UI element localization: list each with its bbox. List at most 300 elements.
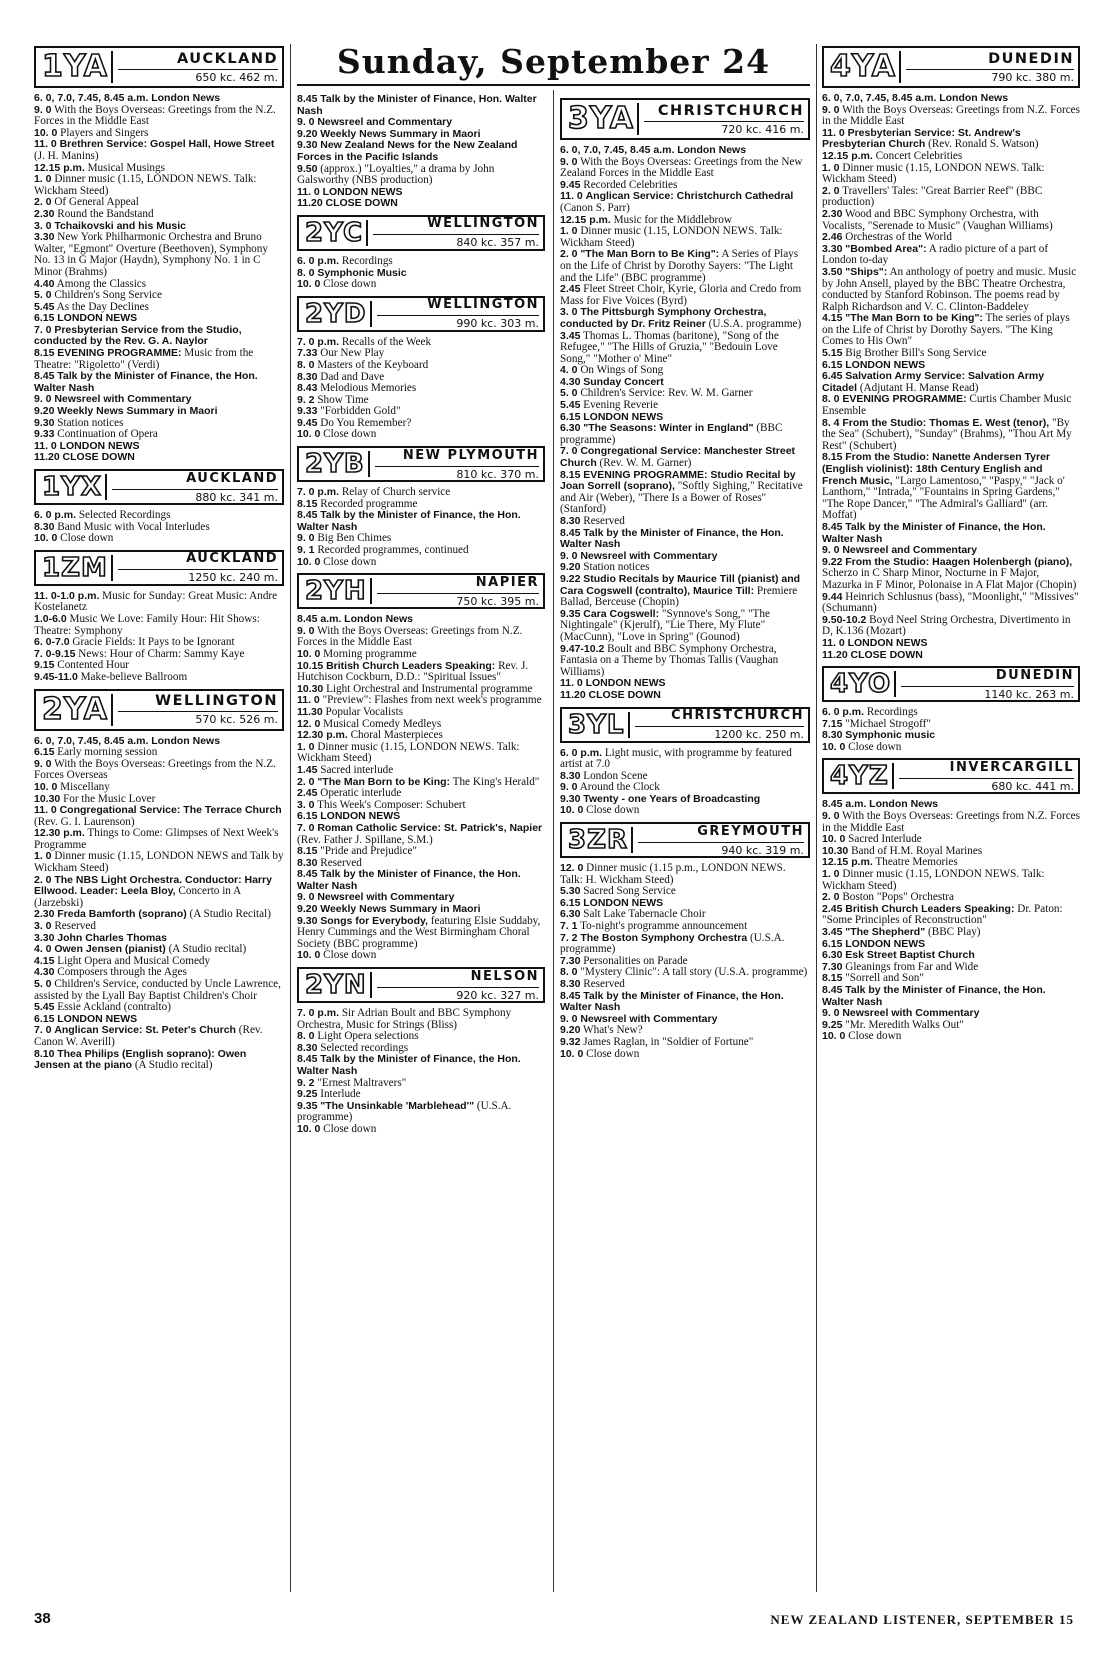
programme-time: 3. 0	[34, 920, 52, 933]
programme-details: Selected recordings	[320, 1041, 409, 1054]
programme-time: 6. 0, 7.0, 7.45, 8.45 a.m.	[34, 92, 149, 104]
programme-time: 9.50-10.2	[822, 613, 867, 626]
programme-details: Around the Clock	[579, 781, 660, 794]
station-info	[897, 760, 1078, 792]
programme-item	[34, 828, 284, 851]
programme-details: Recordings	[866, 706, 918, 719]
programme-title: The Boston Symphony Orchestra	[580, 931, 748, 944]
programme-title: Symphonic music	[845, 729, 936, 742]
programme-title: Songs for Everybody,	[320, 914, 428, 927]
programme-time: 5.15	[822, 347, 843, 360]
station-logo	[39, 552, 113, 583]
programme-item	[34, 174, 284, 197]
programme-details: (U.S.A. programme)	[705, 317, 802, 330]
programme-time: 7.30	[822, 960, 843, 973]
programme-time: 6.15	[34, 1012, 55, 1025]
programme-item	[297, 1008, 545, 1031]
programme-time: 9.50	[297, 162, 318, 175]
station-logo	[39, 51, 113, 83]
programme-item	[297, 510, 545, 533]
programme-title: Weekly News Summary in Maori	[320, 127, 481, 140]
programme-item	[560, 528, 810, 551]
station-logo	[827, 669, 896, 700]
spacer	[560, 817, 810, 820]
station-call-sign: 1ZM	[42, 552, 108, 583]
programme-item	[822, 615, 1080, 638]
programme-title: LONDON NEWS	[59, 439, 140, 452]
programme-details: James Raglan, in "Soldier of Fortune"	[583, 1035, 754, 1048]
programme-details: Early morning session	[57, 746, 158, 759]
programme-details: A radio picture of a part of London to-day	[822, 242, 1049, 267]
programme-time: 12.15 p.m.	[34, 161, 85, 174]
programme-details: Close down	[323, 428, 377, 441]
station-logo	[565, 709, 630, 740]
programme-time: 7. 0 p.m.	[297, 1007, 340, 1020]
programme-title: Esk Street Baptist Church	[845, 949, 975, 962]
station-info	[371, 217, 543, 249]
programme-time: 2.30	[822, 207, 843, 220]
programme-time: 8.45	[297, 1053, 318, 1066]
programme-time: 4.30	[34, 966, 55, 979]
station-info	[375, 575, 543, 607]
programme-title: "The Man Born to Be King":	[580, 248, 720, 261]
programme-details: Curtis Chamber Music Ensemble	[822, 393, 1072, 418]
programme-details: Station notices	[57, 416, 124, 429]
programme-title: Talk by the Minister of Finance, the Hon. Walter Nash	[822, 983, 1046, 1008]
station-city: NEW PLYMOUTH	[402, 447, 539, 463]
programme-title: CLOSE DOWN	[588, 688, 661, 701]
programme-details: "Softly Sighing," Recitative and Air (Weber), "There Is a Bower of Roses" (Stanford)	[560, 480, 803, 516]
programme-details: "Largo Lamentoso," "Paspy," "Jack o' Lanthorn," "Intrada," "Fountains in Spring Gardens," "The Rope Dancer," "The Admiral's Galliard" (arr. Moffat)	[822, 474, 1065, 522]
station-call-sign: 4YO	[830, 669, 892, 700]
column-4	[822, 44, 1080, 1046]
programme-title: Newsreel with Commentary	[580, 549, 718, 562]
programme-time: 8.30	[297, 856, 318, 869]
programme-item	[297, 869, 545, 892]
programme-title: Salvation Army Service: Salvation Army Citadel	[822, 370, 1045, 394]
station-header	[297, 446, 545, 482]
programme-details: (J. H. Manins)	[34, 149, 99, 162]
programme-time: 11. 0	[560, 190, 583, 203]
programme-title: Newsreel with Commentary	[54, 393, 192, 406]
station-frequency: 940 kc. 319 m.	[638, 842, 804, 857]
programme-details: Fleet Street Choir, Kyrie, Gloria and Credo from Mass for Five Voices (Byrd)	[560, 283, 802, 307]
programme-details: Composers through the Ages	[57, 966, 187, 979]
programme-details: Dad and Dave	[320, 370, 385, 383]
programme-time: 7. 0	[34, 323, 52, 336]
programme-time: 10. 0	[297, 555, 321, 568]
programme-item	[822, 452, 1080, 522]
programme-time: 8.30	[297, 1041, 318, 1054]
station-call-sign: 2YB	[305, 449, 365, 480]
station-frequency: 990 kc. 303 m.	[377, 315, 540, 330]
programme-time: 9. 0	[560, 781, 578, 794]
programme-item	[34, 325, 284, 348]
programme-details: Miscellany	[60, 780, 110, 793]
station-info	[373, 448, 543, 480]
station-call-sign: 3YL	[568, 709, 625, 740]
programme-time: 5.45	[34, 1001, 55, 1014]
programme-item	[34, 979, 284, 1002]
programme-item	[34, 851, 284, 874]
programme-time: 8.45 a.m.	[297, 613, 342, 626]
programme-time: 9. 0	[34, 393, 52, 406]
page-number: 38	[34, 1610, 51, 1627]
programme-item	[822, 267, 1080, 313]
programme-time: 5. 0	[34, 289, 52, 302]
programme-item	[822, 811, 1080, 834]
programme-details: Heinrich Schlusnus (bass), "Moonlight," "Missives" (Schumann)	[822, 590, 1079, 615]
programme-item	[822, 904, 1080, 927]
programme-title: John Charles Thomas	[57, 931, 167, 944]
programme-time: 10. 0	[34, 780, 58, 793]
programme-details: London Scene	[583, 769, 648, 782]
programme-details: Big Ben Chimes	[317, 532, 392, 545]
programme-item	[560, 991, 810, 1014]
programme-time: 3.30	[34, 931, 55, 944]
station-logo	[827, 51, 901, 83]
programme-details: Choral Masterpieces	[350, 729, 443, 742]
programme-details: (Canon S. Parr)	[560, 201, 630, 214]
programme-title: "The Man Born to be King:	[317, 775, 451, 788]
programme-details: Dinner music (1.15, LONDON NEWS and Talk by Wickham Steed)	[34, 850, 284, 875]
programme-time: 6.15	[822, 358, 843, 371]
programme-time: 3.30	[34, 231, 55, 244]
programme-item	[822, 650, 1080, 662]
spacer	[34, 684, 284, 687]
programme-time: 6. 0 p.m.	[560, 746, 603, 759]
programme-details: Thomas L. Thomas (baritone), "Song of the Refugee," "The Hills of Gruzia," "Bedouin Love Song," "Mother o' Mine"	[560, 329, 779, 365]
programme-time: 2.30	[34, 207, 55, 220]
programme-time: 7. 0 p.m.	[297, 335, 340, 348]
programme-time: 9.30	[34, 416, 55, 429]
programme-details: Salt Lake Tabernacle Choir	[583, 908, 706, 921]
programme-details: With the Boys Overseas: Greetings from the N.Z. Forces in the Middle East	[34, 103, 276, 128]
programme-title: Brethren Service: Gospel Hall, Howe Street	[59, 138, 275, 151]
programme-details: Contented Hour	[57, 659, 130, 672]
programme-title: LONDON NEWS	[322, 185, 403, 198]
programme-details: Boston "Pops" Orchestra	[842, 891, 954, 904]
programme-title: Newsreel and Commentary	[842, 544, 978, 557]
programme-details: Musical Comedy Medleys	[323, 717, 442, 730]
programme-time: 8. 0	[297, 1030, 315, 1043]
programme-item	[822, 742, 1080, 754]
programme-title: Symphonic Music	[317, 266, 407, 279]
programme-time: 8.30	[34, 520, 55, 533]
programme-details: "Mystery Clinic": A tall story (U.S.A. programme)	[580, 966, 808, 979]
programme-time: 8.15	[822, 972, 843, 985]
programme-time: 9.44	[822, 590, 843, 603]
programme-time: 9. 0	[297, 624, 315, 637]
programme-title: Sunday Concert	[583, 375, 664, 388]
column-divider	[816, 44, 817, 1592]
programme-details: Light music, with programme by featured artist at 7.0	[560, 746, 792, 771]
programme-time: 2.46	[822, 231, 843, 244]
programme-details: Dinner music (1.15 p.m., LONDON NEWS. Talk: H. Wickham Steed)	[560, 862, 786, 886]
programme-time: 1. 0	[297, 740, 315, 753]
programme-details: With the Boys Overseas: Greetings from the N.Z. Forces Overseas	[34, 757, 276, 782]
programme-details: Children's Song Service	[54, 289, 162, 302]
station-info	[116, 48, 282, 86]
spacer	[822, 661, 1080, 664]
programme-item	[297, 279, 545, 291]
programme-details: Our New Play	[320, 347, 385, 360]
programme-details: Scherzo in C Sharp Minor, Nocturne in F Major, Mazurka in F Minor, Polonaise in A Flat Major (Chopin)	[822, 567, 1077, 591]
programme-time: 9.20	[560, 1024, 581, 1037]
programme-details: Selected Recordings	[78, 509, 171, 521]
spacer	[34, 545, 284, 548]
station-info	[642, 100, 808, 138]
programme-time: 9.32	[560, 1035, 581, 1048]
programme-time: 11. 0	[34, 138, 57, 151]
programme-title: LONDON NEWS	[845, 358, 926, 371]
programme-time: 12.15 p.m.	[822, 856, 873, 869]
programme-item	[34, 348, 284, 371]
programme-time: 10. 0	[822, 1030, 846, 1043]
programme-title: LONDON NEWS	[583, 896, 664, 909]
programme-time: 10. 0	[297, 428, 321, 441]
programme-title: The Pittsburgh Symphony Orchestra, conducted by Dr. Fritz Reiner	[560, 306, 767, 330]
station-city: NAPIER	[475, 574, 539, 590]
programme-title: British Church Leaders Speaking:	[326, 659, 496, 672]
spacer	[297, 291, 545, 294]
station-city: WELLINGTON	[427, 297, 539, 313]
station-frequency: 920 kc. 327 m.	[377, 987, 539, 1002]
station-call-sign: 3ZR	[568, 825, 628, 856]
programme-details: (approx.) "Loyalties," a drama by John Galsworthy (NBS production)	[297, 162, 495, 187]
programme-time: 3.50	[822, 265, 843, 278]
programme-details: Reserved	[320, 856, 362, 869]
programme-details: Dinner music (1.15, LONDON NEWS. Talk: Wickham Steed)	[34, 173, 257, 197]
programme-item	[297, 198, 545, 210]
programme-time: 5.45	[560, 399, 581, 412]
programme-time: 12. 0	[560, 862, 584, 875]
programme-time: 6. 0, 7.0, 7.45, 8.45 a.m.	[822, 92, 937, 104]
station-city: INVERCARGILL	[949, 759, 1074, 775]
programme-details: Recorded programme	[320, 497, 418, 510]
programme-title: CLOSE DOWN	[62, 451, 135, 464]
programme-time: 8.45	[822, 983, 843, 996]
programme-details: On Wings of Song	[580, 364, 664, 377]
programme-time: 8. 4	[822, 416, 840, 429]
programme-item	[34, 452, 284, 464]
programme-title: Talk by the Minister of Finance, the Hon. Walter Nash	[297, 1053, 521, 1077]
programme-item	[822, 163, 1080, 186]
programme-item	[560, 331, 810, 366]
programme-time: 9. 0	[560, 1012, 578, 1025]
programme-title: Presbyterian Service from the Studio, conducted by the Rev. G. A. Naylor	[34, 323, 242, 348]
programme-time: 8.10	[34, 1047, 55, 1060]
programme-time: 9. 0	[822, 810, 840, 823]
programme-time: 10. 0	[297, 1122, 321, 1135]
programme-time: 2. 0	[560, 248, 578, 261]
programme-time: 1.0-6.0	[34, 612, 67, 625]
programme-item	[560, 1049, 810, 1061]
programme-details: Light Opera and Musical Comedy	[57, 954, 211, 967]
programme-time: 8. 0	[822, 393, 840, 406]
programme-details: Evening Reverie	[583, 399, 659, 412]
programme-item	[34, 591, 284, 614]
station-call-sign: 2YD	[305, 298, 367, 329]
programme-details: Close down	[60, 532, 114, 545]
programme-title: Owen Jensen (pianist)	[54, 943, 166, 956]
programme-time: 9.15	[34, 659, 55, 672]
programme-details: Light Orchestral and Instrumental programme	[326, 682, 533, 695]
programme-details: Gracie Fields: It Pays to be Ignorant	[72, 636, 235, 649]
programme-title: CLOSE DOWN	[850, 648, 923, 661]
programme-title: The NBS Light Orchestra. Conductor: Harry Ellwood. Leader: Leela Bloy,	[34, 873, 272, 898]
programme-time: 11. 0	[34, 804, 57, 817]
programme-details: With the Boys Overseas: Greetings from the New Zealand Forces in the Middle East	[560, 155, 803, 180]
programme-title: London News	[869, 798, 939, 811]
programme-details: "Forbidden Gold"	[320, 405, 401, 418]
programme-title: Talk by the Minister of Finance, the Hon. Walter Nash	[297, 509, 521, 533]
programme-time: 9.22	[560, 572, 581, 585]
programme-item	[297, 916, 545, 951]
programme-title: "The Unsinkable 'Marblehead'"	[320, 1099, 475, 1112]
programme-details: Close down	[323, 278, 377, 291]
programme-time: 9.20	[297, 903, 318, 916]
programme-title: London News	[151, 92, 221, 104]
programme-time: 7. 0	[297, 821, 315, 834]
programme-details: News: Hour of Charm: Sammy Kaye	[78, 647, 245, 660]
programme-time: 4.15	[34, 954, 55, 967]
programme-details: Among the Classics	[56, 277, 147, 290]
station-header	[560, 707, 810, 743]
programme-time: 9. 0	[560, 549, 578, 562]
programme-item	[297, 164, 545, 187]
station-frequency: 570 kc. 526 m.	[118, 711, 278, 726]
station-frequency: 750 kc. 395 m.	[377, 593, 539, 608]
station-header	[34, 46, 284, 88]
programme-details: (A Studio Recital)	[186, 908, 271, 921]
programme-details: Interlude	[320, 1088, 361, 1101]
programme-details: Boyd Neel String Orchestra, Divertimento in D, K.136 (Mozart)	[822, 613, 1071, 638]
programme-details: Dinner music (1.15, LONDON NEWS. Talk: Wickham Steed)	[297, 740, 520, 765]
programme-time: 3. 0	[297, 798, 315, 811]
programme-details: Reserved	[54, 920, 96, 933]
station-call-sign: 1YX	[42, 472, 102, 502]
station-frequency: 1140 kc. 263 m.	[901, 686, 1074, 701]
programme-details: As the Day Declines	[56, 300, 149, 313]
programme-details: Players and Singers	[60, 126, 149, 139]
station-header	[34, 550, 284, 586]
station-frequency: 880 kc. 341 m.	[112, 489, 278, 504]
programme-item	[822, 394, 1080, 417]
programme-time: 1. 0	[822, 868, 840, 881]
programme-time: 9.20	[560, 561, 581, 574]
programme-title: LONDON NEWS	[847, 636, 928, 649]
programme-time: 11. 0	[297, 185, 320, 198]
programme-details: Wood and BBC Symphony Orchestra, with Vocalists, "Serenade to Music" (Vaughan Williams)	[822, 207, 1053, 232]
programme-time: 8. 0	[560, 966, 578, 979]
station-logo	[39, 474, 107, 500]
programme-details: Dinner music (1.15, LONDON NEWS. Talk: Wickham Steed)	[560, 225, 783, 249]
station-frequency: 650 kc. 462 m.	[118, 69, 278, 84]
programme-time: 2. 0	[822, 184, 840, 197]
programme-time: 2. 0	[822, 891, 840, 904]
programme-item	[560, 226, 810, 249]
programme-time: 9.25	[822, 1018, 843, 1031]
programme-time: 9.35	[560, 607, 581, 620]
programme-title: Thea Philips (English soprano): Owen Jensen at the piano	[34, 1047, 247, 1072]
programme-details: Sir Adrian Boult and BBC Symphony Orchestra, Music for Strings (Bliss)	[297, 1007, 512, 1031]
programme-details: (Rev. G. I. Laurenson)	[34, 815, 135, 828]
programme-details: Theatre Memories	[875, 856, 958, 869]
programme-time: 9. 0	[822, 1007, 840, 1020]
programme-time: 8. 0	[297, 266, 315, 279]
programme-details: Relay of Church service	[341, 486, 451, 499]
programme-details: Musical Musings	[87, 161, 165, 174]
programme-title: New Zealand News for the New Zealand Forces in the Pacific Islands	[297, 139, 518, 163]
programme-title: EVENING PROGRAMME:	[842, 393, 967, 406]
programme-details: (A Studio recital)	[132, 1059, 213, 1072]
programme-time: 8.30	[560, 515, 581, 527]
programme-details: Do You Remember?	[320, 416, 412, 429]
programme-title: Presbyterian Service: St. Andrew's Presbyterian Church	[822, 126, 1021, 151]
station-header	[297, 215, 545, 251]
programme-title: From the Studio: Nanette Andersen Tyrer (English violinist): 18th Century English and French Music,	[822, 451, 1051, 487]
programme-time: 10.30	[34, 792, 61, 805]
programme-time: 10. 0	[34, 532, 58, 545]
programme-details: Recalls of the Week	[341, 335, 432, 348]
station-info	[633, 709, 809, 741]
programme-time: 9.30	[297, 914, 318, 927]
programme-time: 11.20	[34, 451, 60, 464]
programme-item	[822, 371, 1080, 394]
programme-time: 2. 0	[297, 775, 315, 788]
programme-time: 4. 0	[560, 364, 578, 377]
programme-title: Weekly News Summary in Maori	[320, 903, 481, 916]
station-call-sign: 4YA	[830, 49, 896, 84]
station-frequency: 840 kc. 357 m.	[373, 234, 539, 249]
station-logo	[302, 970, 372, 1001]
programme-item	[560, 644, 810, 679]
programme-details: Masters of the Keyboard	[317, 358, 429, 371]
column-divider	[290, 44, 291, 1592]
station-city: WELLINGTON	[427, 216, 539, 232]
programme-details: Music We Love: Family Hour: Hit Shows: Theatre: Symphony	[34, 612, 260, 637]
programme-details: (Rev. Father J. Spillane, S.M.)	[297, 833, 433, 846]
programme-item	[822, 522, 1080, 545]
programme-item	[822, 557, 1080, 592]
programme-time: 2. 0	[34, 873, 52, 886]
programme-details: (U.S.A. programme)	[560, 931, 785, 956]
programme-item	[34, 105, 284, 128]
page-title: Sunday, September 24	[336, 42, 771, 81]
programme-title: London News	[939, 92, 1009, 104]
spacer	[297, 441, 545, 444]
programme-item	[34, 759, 284, 782]
programme-time: 7. 1	[560, 920, 578, 933]
programme-title: LONDON NEWS	[320, 810, 401, 823]
programme-title: Anglican Service: Christchurch Cathedral	[585, 190, 794, 203]
programme-time: 11.20	[822, 648, 848, 661]
programme-details: Sacred Interlude	[848, 833, 922, 846]
programme-details: Essie Ackland (contralto)	[57, 1001, 171, 1014]
station-city: WELLINGTON	[155, 693, 278, 710]
programme-title: Newsreel with Commentary	[580, 1012, 718, 1025]
programme-time: 1.45	[297, 763, 318, 776]
column-divider	[553, 90, 554, 1592]
station-call-sign: 2YN	[305, 970, 367, 1001]
station-header	[822, 758, 1080, 794]
programme-item	[297, 626, 545, 649]
station-call-sign: 2YH	[305, 576, 367, 607]
publication-footer: NEW ZEALAND LISTENER, SEPTEMBER 15	[770, 1612, 1074, 1627]
programme-time: 8.15	[297, 497, 318, 510]
programme-title: Congregational Service: Manchester Street Church	[560, 445, 796, 470]
